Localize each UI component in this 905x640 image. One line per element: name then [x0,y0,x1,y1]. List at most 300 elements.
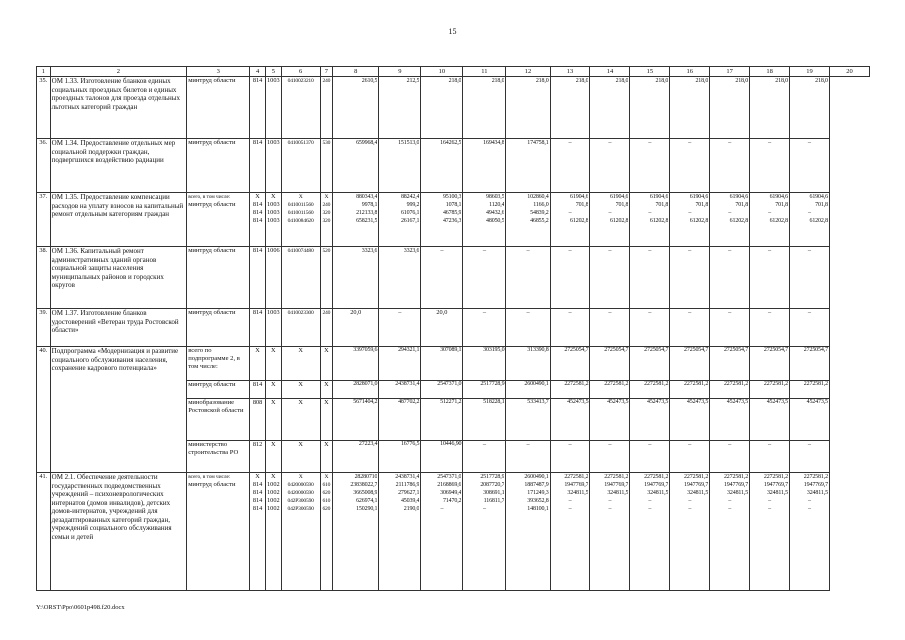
cell-value: 2517728,9 [480,474,505,480]
responsible-executor: минтруд области [187,381,250,399]
csr-code [281,473,320,591]
cell-value: – [483,506,486,512]
cell-value: – [568,506,572,512]
cell-value: 2272581,2 [803,474,828,480]
cell-value: 324811,5 [727,490,749,496]
vr-code [320,309,333,347]
file-path-footer: Y:\ORST\Ppo\0601p498.f20.docx [36,604,125,611]
column-header: 13 [550,67,590,77]
cell-value: 240 [322,78,331,84]
year-value [670,139,710,193]
csr-code [281,193,320,247]
grbs-code [250,193,266,247]
cell-value: 2087720,7 [480,482,505,488]
cell-value: X [271,193,276,200]
year-value: 2438731,4 [379,381,421,399]
year-value [710,77,750,139]
cell-value: 61202,8 [609,218,629,224]
year-value: 518228,1 [463,399,506,441]
cell-value: 2438731,4 [395,474,420,480]
year-value: 2272581,2 [550,381,590,399]
cell-value: 1003 [267,217,280,224]
code-cell: X [281,347,320,381]
year-value [790,193,830,247]
year-value [506,77,550,139]
cell-value: – [728,309,732,316]
cell-value: 620 [322,490,331,496]
cell-value: 218,0 [535,78,549,84]
cell-value: – [482,247,487,254]
cell-value: 324811,5 [607,490,629,496]
cell-value: 814 [252,201,263,208]
cell-value: 61904,6 [729,194,749,200]
grbs-code [250,77,266,139]
cell-value: 393652,8 [527,498,549,504]
year-value: 512271,2 [421,399,463,441]
cell-value: 20,0 [436,309,448,316]
cell-value: X [255,473,260,480]
year-value: – [790,441,830,473]
row-number: 40. [37,347,51,473]
cell-value: 0410023300 [287,310,314,316]
year-value: 2725054,7 [550,347,590,381]
cell-value: 61904,6 [769,194,789,200]
cell-value: 659968,4 [356,140,378,146]
csr-code [281,309,320,347]
cell-value: 218,0 [615,78,629,84]
year-value [550,139,590,193]
cell-value: – [807,139,812,146]
year-value: – [670,441,710,473]
cell-value: 61202,8 [649,218,669,224]
page-number: 15 [448,27,457,36]
cell-value: – [767,139,772,146]
cell-value: 45039,4 [400,498,420,504]
code-cell: 812 [250,441,266,473]
table-row [37,139,870,193]
cell-value: 0410011560 [287,210,314,216]
column-header: 19 [790,67,830,77]
cell-value: 0410051370 [287,140,314,146]
year-value [790,247,830,309]
year-value [421,473,463,591]
cell-value: 999,2 [406,202,420,208]
cell-value: 1947769,7 [763,482,789,488]
year-value: 2725054,7 [750,347,790,381]
grbs-code [250,309,266,347]
responsible-total-label: всего, в том числе: [188,194,231,200]
year-value: 487702,2 [379,399,421,441]
table-row [37,193,870,247]
vr-code [320,139,333,193]
column-header: 2 [50,67,187,77]
year-value [790,309,830,347]
event-name: ОМ 2.1. Обеспечение деятельности государственных подведомственных учреждений – психоневрологических интернатов (домов инвалидов), детских домов-интернатов, учреждений для дезадаптированных категорий граждан, учреждений социального обслуживания семьи и детей [50,473,187,591]
row-number: 39. [37,309,51,347]
year-value: – [590,441,630,473]
year-value: 2725054,7 [710,347,750,381]
year-value [670,247,710,309]
year-value: 2725054,7 [790,347,830,381]
cell-value: X [298,474,303,480]
cell-value: 61904,6 [689,194,709,200]
cell-value: 61202,8 [570,218,589,224]
column-header: 14 [590,67,630,77]
year-value [590,139,630,193]
year-value [550,473,590,591]
cell-value: 212,5 [406,78,420,84]
cell-value: 2272581,2 [644,474,669,480]
cell-value: 0420000590 [287,482,314,488]
code-cell: X [281,441,320,473]
cell-value: 1003 [267,77,280,84]
cell-value: 2190,0 [403,506,420,512]
year-value [710,309,750,347]
year-value: – [550,441,590,473]
cell-value: 1120,4 [489,202,505,208]
event-name: ОМ 1.34. Предоставление отдельных мер социальной поддержки граждан, подвергшихся воздействию радиации [50,139,187,193]
year-value [590,247,630,309]
cell-value: 701,8 [575,202,589,208]
cell-value: 218,0 [448,78,462,84]
cell-value: 320 [322,218,331,224]
year-value [421,139,463,193]
vr-code [320,473,333,591]
cell-value: 1078,1 [445,202,462,208]
table-row [37,473,870,591]
cell-value: – [608,506,612,512]
year-value [421,77,463,139]
cell-value: – [648,139,652,146]
table-row [37,347,870,381]
cell-value: 240 [322,202,331,208]
year-value: 452473,5 [670,399,710,441]
year-value [670,309,710,347]
code-cell: X [250,347,266,381]
rzpr-code [265,473,281,591]
code-cell: X [320,399,333,441]
total-value [333,77,379,139]
table-row [37,309,870,347]
cell-value: 61904,6 [649,194,669,200]
cell-value: – [440,506,444,512]
year-value: 2272581,2 [750,381,790,399]
cell-value: 20,0 [350,309,362,316]
year-value: 2600490,1 [506,381,550,399]
cell-value: – [688,210,692,216]
cell-value: – [808,506,811,512]
cell-value: 49432,6 [486,210,505,216]
grbs-code [250,473,266,591]
year-value [550,193,590,247]
year-value [670,193,710,247]
cell-value: – [688,247,692,254]
year-value: 2725054,7 [590,347,630,381]
year-value [590,473,630,591]
cell-value: 324811,5 [806,490,828,496]
cell-value: – [440,247,444,254]
rzpr-code [265,139,281,193]
cell-value: 1947769,7 [684,482,709,488]
code-cell: X [320,347,333,381]
year-value: 452473,5 [590,399,630,441]
responsible-executor: всего по подпрограмме 2, в том числе: [187,347,250,381]
column-header: 12 [506,67,550,77]
code-cell: 808 [250,399,266,441]
year-value: 2517728,9 [463,381,506,399]
cell-value: 88242,4 [400,194,420,200]
cell-value: 324811,5 [766,490,789,496]
cell-value: 61202,8 [729,218,749,224]
cell-value: – [526,309,530,316]
cell-value: 320 [322,210,331,216]
cell-value: 658231,5 [356,218,378,224]
cell-value: 218,0 [655,78,669,84]
cell-value: 701,8 [735,202,749,208]
responsible-executor: минтруд области [187,247,250,309]
year-value: 452473,5 [710,399,750,441]
year-value: 452473,5 [550,399,590,441]
column-header: 4 [250,67,266,77]
cell-value: 61076,1 [400,210,420,216]
cell-value: – [728,498,732,504]
cell-value: 1002 [267,489,280,496]
cell-value: – [648,498,652,504]
cell-value: 3323,6 [361,248,378,254]
cell-value: 1947769,7 [564,482,589,488]
cell-value: – [807,309,812,316]
csr-code [281,247,320,309]
responsible-executor [187,193,250,247]
cell-value: – [608,210,612,216]
cell-value: 701,8 [615,202,629,208]
cell-value: – [688,309,692,316]
cell-value: 0410011560 [287,202,314,208]
year-value [750,193,790,247]
cell-value: 3323,6 [403,248,420,254]
year-value [506,473,550,591]
year-value [379,77,421,139]
rzpr-code [265,193,281,247]
cell-value: – [608,139,612,146]
cell-value: 28280710 [354,474,378,480]
csr-code [281,139,320,193]
cell-value: 26167,1 [400,218,420,224]
total-value: 3397059,6 [333,347,379,381]
cell-value: 2272581,2 [604,474,629,480]
year-value [630,77,670,139]
cell-value: 620 [322,506,331,512]
cell-value: – [526,247,530,254]
column-header: 8 [333,67,379,77]
cell-value: 324811,5 [567,490,589,496]
cell-value: 2272581,2 [684,474,709,480]
column-header: 7 [320,67,333,77]
cell-value: – [568,309,572,316]
year-value: 307089,1 [421,347,463,381]
total-value [333,193,379,247]
column-header: 11 [463,67,506,77]
cell-value: 23838022,7 [350,482,378,488]
cell-value: 71470,2 [442,498,462,504]
cell-value: – [768,506,771,512]
budget-table [36,66,870,591]
cell-value: 306949,4 [440,490,462,496]
cell-value: – [648,309,652,316]
cell-value: 814 [252,497,263,504]
year-value [670,473,710,591]
cell-value: 701,8 [655,202,669,208]
year-value: 2272581,2 [590,381,630,399]
year-value: 10446,90 [421,441,463,473]
row-number: 37. [37,193,51,247]
total-value: 5671404,2 [333,399,379,441]
cell-value: 814 [252,139,263,146]
cell-value: 1887487,9 [524,482,549,488]
cell-value: – [768,210,771,216]
cell-value: – [608,498,612,504]
cell-value: 46785,9 [442,210,462,216]
event-name: ОМ 1.36. Капитальный ремонт административных зданий органов социальной защиты населения муниципальных районов и городских округов [50,247,187,309]
total-value: 27223,4 [333,441,379,473]
cell-value: X [255,193,260,200]
year-value [710,247,750,309]
cell-value: 880343,4 [356,194,378,200]
cell-value: 1002 [267,505,280,512]
cell-value: – [807,247,812,254]
cell-value: 1003 [267,209,280,216]
year-value: – [506,441,550,473]
cell-value: 1006 [267,247,280,254]
cell-value: 308691,1 [483,490,505,496]
year-value [630,309,670,347]
total-value [333,473,379,591]
total-value [333,247,379,309]
cell-value: – [688,139,692,146]
cell-value: – [648,506,652,512]
cell-value: 61202,8 [769,218,789,224]
year-value: – [463,441,506,473]
year-value [630,139,670,193]
cell-value: 150290,1 [356,506,378,512]
cell-value: 1947769,7 [803,482,828,488]
column-header: 9 [379,67,421,77]
cell-value: 61202,8 [689,218,709,224]
header-row [37,67,870,77]
year-value [550,247,590,309]
year-value: – [750,441,790,473]
cell-value: X [271,473,276,480]
cell-value: 042P300590 [287,498,314,504]
responsible-executor: минтруд области [187,309,250,347]
cell-value: 174758,1 [527,140,549,146]
year-value [550,309,590,347]
cell-value: 47236,3 [442,218,462,224]
year-value [670,77,710,139]
cell-value: – [808,498,811,504]
cell-value: – [568,247,572,254]
csr-code [281,77,320,139]
row-number: 35. [37,77,51,139]
cell-value: 1947769,7 [604,482,629,488]
year-value [750,139,790,193]
cell-value: – [568,139,572,146]
year-value [463,473,506,591]
cell-value: 240 [322,310,331,316]
cell-value: 98603,5 [486,194,505,200]
year-value: 313390,8 [506,347,550,381]
year-value [710,139,750,193]
year-value: – [710,441,750,473]
row-number: 41. [37,473,51,591]
cell-value: – [728,247,732,254]
cell-value: 218,0 [815,78,828,84]
year-value [590,77,630,139]
responsible-executor: минобразование Ростовской области [187,399,250,441]
responsible-executor: минтруд области [187,139,250,193]
column-header: 20 [829,67,869,77]
year-value [750,77,790,139]
year-value [590,193,630,247]
year-value [379,473,421,591]
cell-value: 0410023210 [287,78,314,84]
column-header: 15 [630,67,670,77]
year-value [750,247,790,309]
responsible-total-label: всего, в том числе: [188,474,231,480]
cell-value: – [728,139,732,146]
code-cell: X [281,399,320,441]
rzpr-code [265,247,281,309]
event-name: ОМ 1.33. Изготовление бланков единых социальных проездных билетов и единых проездных талонов для проезда отдельных льготных категорий граждан [50,77,187,139]
year-value [506,247,550,309]
subprogram-name: Подпрограмма «Модернизация и развитие социального обслуживания населения, сохранение кадрового потенциала» [50,347,187,473]
cell-value: 218,0 [735,78,749,84]
rzpr-code [265,77,281,139]
cell-value: – [808,210,811,216]
responsible-executor: минтруд области [187,77,250,139]
grbs-code [250,139,266,193]
column-header: 18 [750,67,790,77]
cell-value: 814 [252,309,263,316]
vr-code [320,247,333,309]
event-name: ОМ 1.37. Изготовление бланков удостоверений «Ветеран труда Ростовской области» [50,309,187,347]
cell-value: 814 [252,209,263,216]
total-value [333,309,379,347]
cell-value: – [568,210,572,216]
cell-value: 46855,2 [530,218,549,224]
year-value [790,139,830,193]
responsible-name: минтруд области [188,201,236,208]
code-cell: X [265,441,281,473]
cell-value: 61904,6 [570,194,589,200]
year-value: 533413,7 [506,399,550,441]
cell-value: 279627,1 [398,490,420,496]
cell-value: – [648,210,652,216]
year-value: – [630,441,670,473]
cell-value: 530 [322,140,331,146]
code-cell: X [320,381,333,399]
cell-value: 48050,5 [486,218,505,224]
code-cell: X [281,381,320,399]
year-value [506,309,550,347]
cell-value: 148100,1 [527,506,549,512]
cell-value: 814 [252,489,263,496]
total-value [333,139,379,193]
cell-value: 520 [322,248,331,254]
column-header: 17 [710,67,750,77]
code-cell: X [265,381,281,399]
year-value: 2272581,2 [670,381,710,399]
